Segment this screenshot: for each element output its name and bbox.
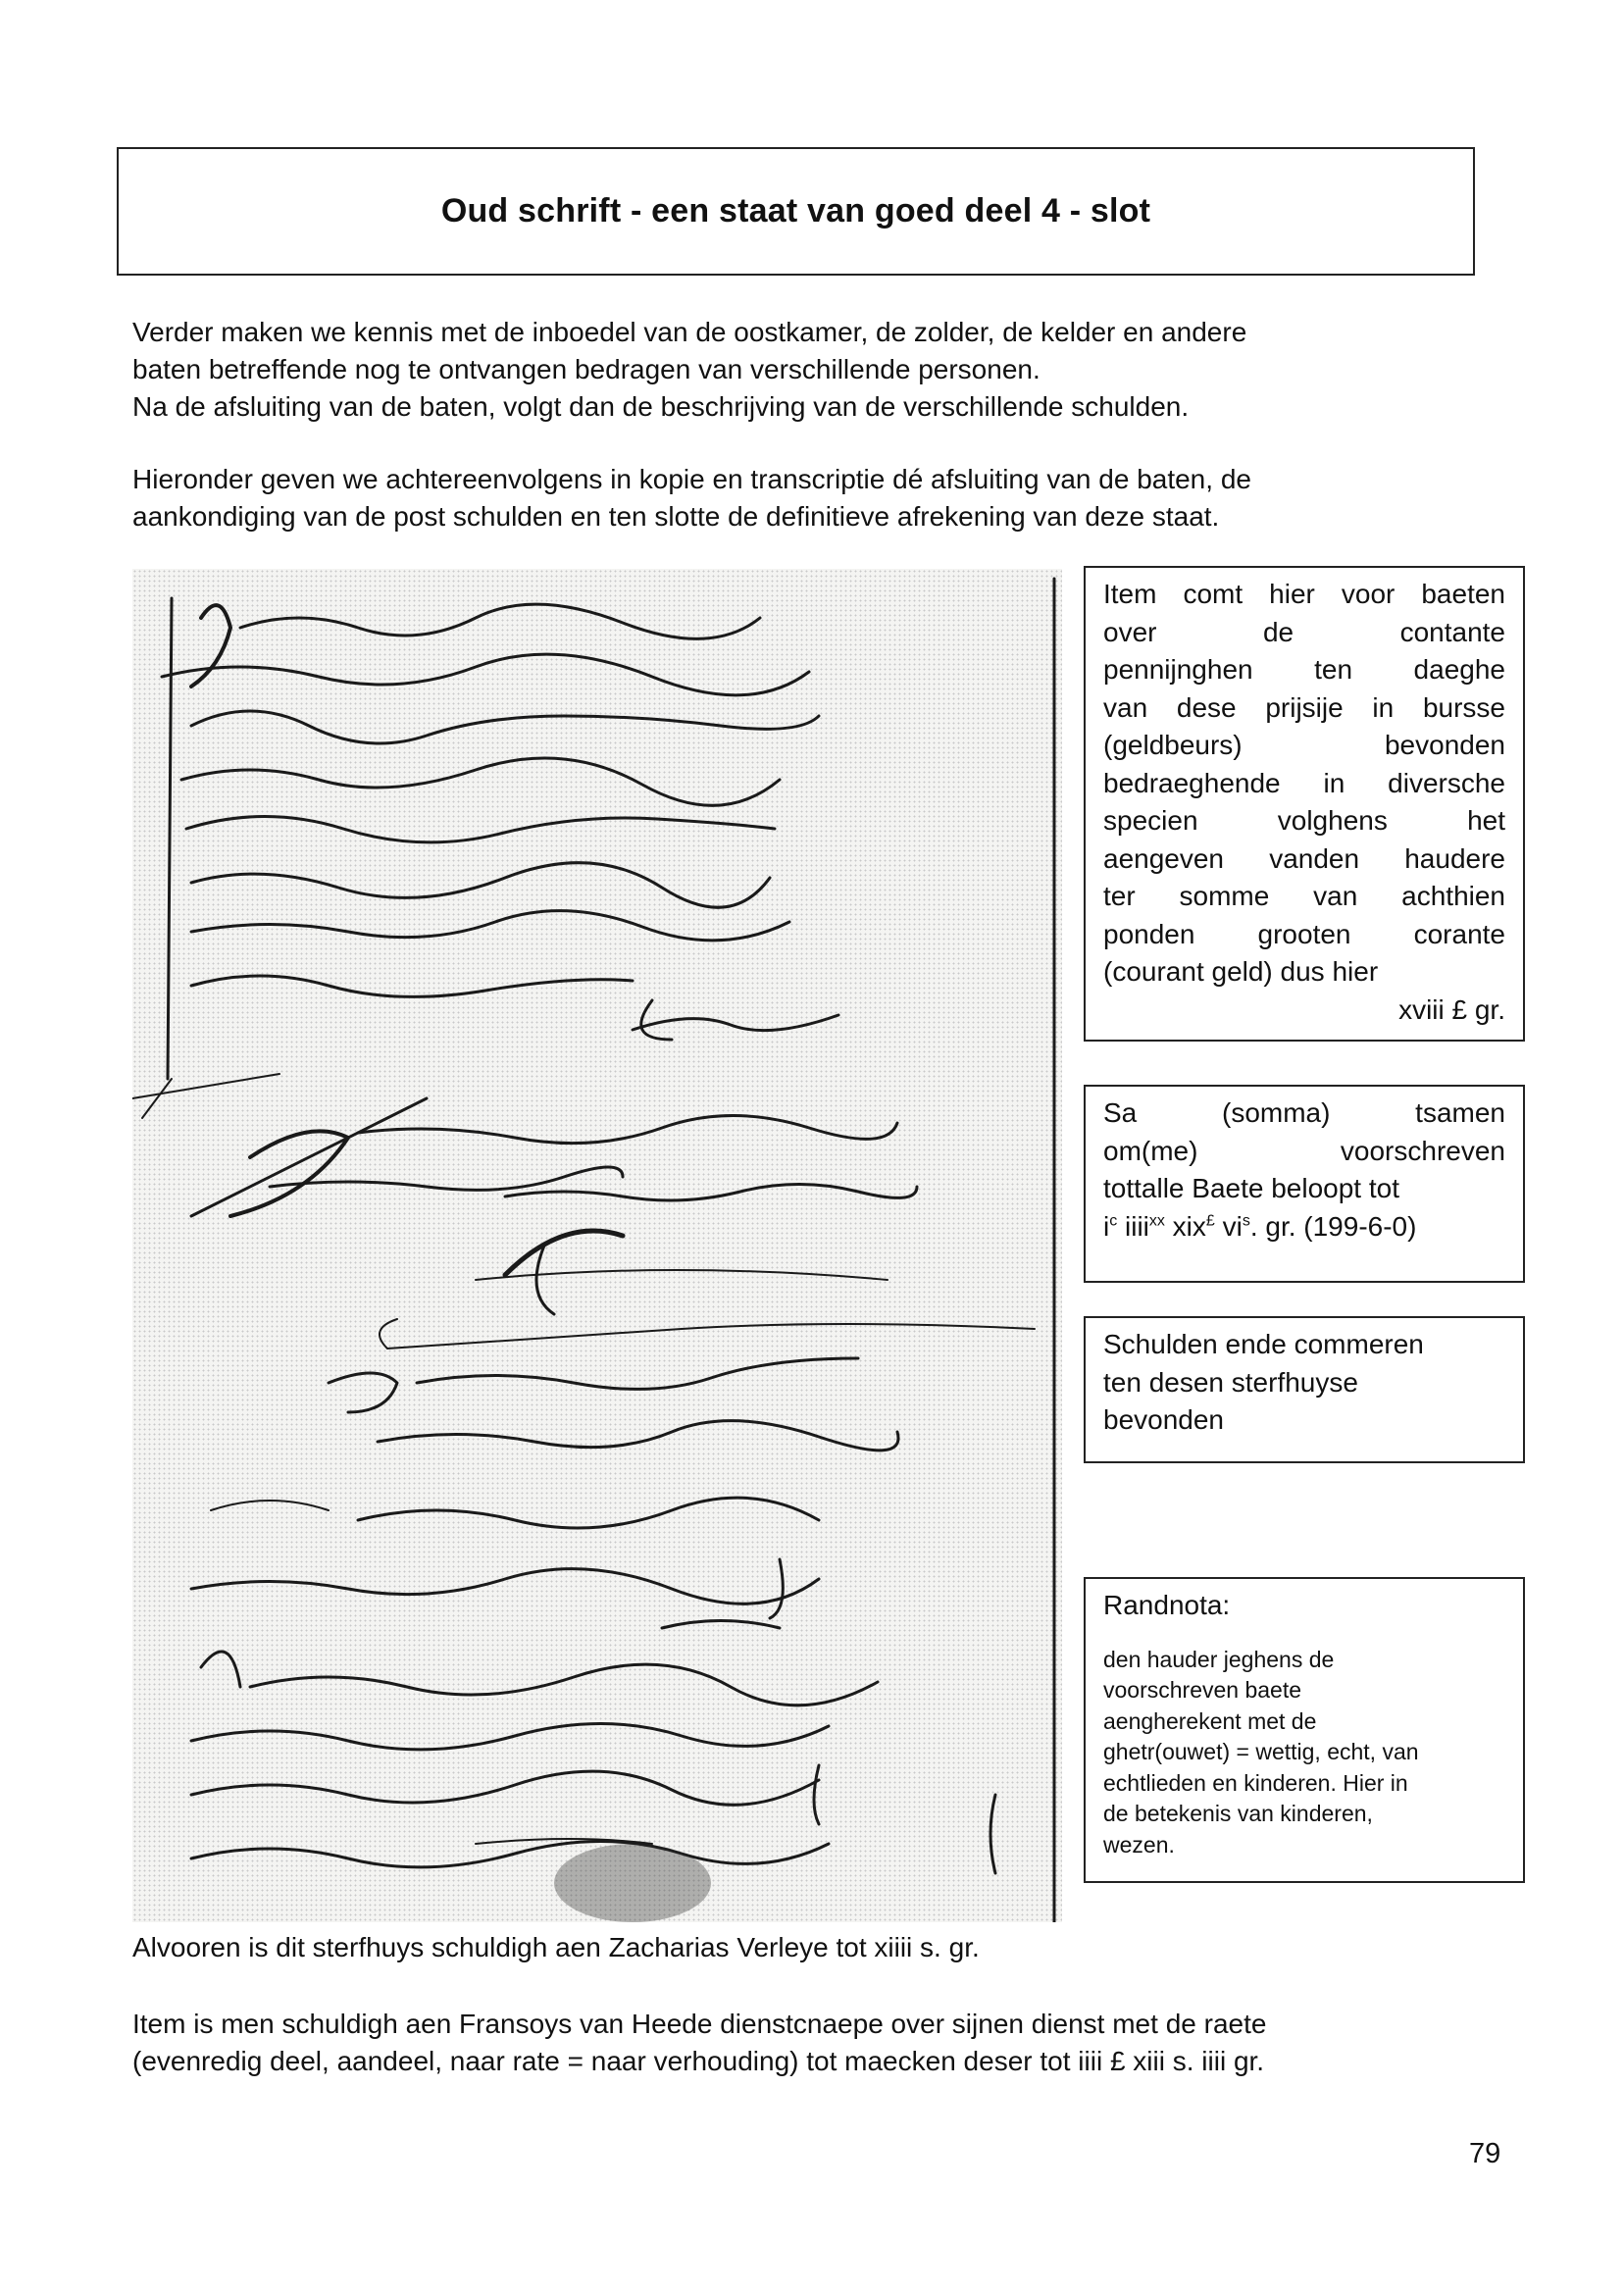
- note-line: bevonden: [1103, 1404, 1225, 1435]
- note-line: de betekenis van kinderen,: [1103, 1801, 1373, 1826]
- note-line: ghetr(ouwet) = wettig, echt, van: [1103, 1739, 1419, 1764]
- note-total-line: $i^c$ iiii$^{xx}$ xix£ $vi^s$. gr. (199-6-0): [1103, 1210, 1417, 1242]
- transcription-line: Item is men schuldigh aen Fransoys van Heede dienstcnaepe over sijnen dienst met de raete: [132, 2009, 1267, 2039]
- note-line: van dese prijsije in bursse: [1103, 691, 1505, 723]
- intro-line: baten betreffende nog te ontvangen bedragen van verschillende personen.: [132, 354, 1040, 384]
- intro-paragraph-1: [132, 314, 1525, 426]
- handwriting-image: [132, 569, 1062, 1922]
- note-line: specien volghens het: [1103, 805, 1505, 836]
- note-amount: xviii £ gr.: [1398, 993, 1505, 1025]
- note-line: den hauder jeghens de: [1103, 1646, 1335, 1672]
- randnota-heading: Randnota:: [1103, 1590, 1231, 1620]
- note-baeten: [1084, 566, 1525, 1042]
- note-line: om(me) voorschreven: [1103, 1135, 1505, 1166]
- title-box: [117, 147, 1475, 276]
- intro-line: Na de afsluiting van de baten, volgt dan de beschrijving van de verschillende schulden.: [132, 391, 1190, 422]
- note-line: pennijnghen ten daeghe: [1103, 654, 1505, 685]
- note-randnota: [1084, 1577, 1525, 1883]
- page-number: 79: [1469, 2138, 1501, 2169]
- note-line: aengeven vanden haudere: [1103, 842, 1505, 874]
- note-line: ter somme van achthien: [1103, 881, 1505, 911]
- manuscript-scan: [132, 569, 1062, 1922]
- note-line: (geldbeurs) bevonden: [1103, 730, 1505, 760]
- transcription-line-1: Alvooren is dit sterfhuys schuldigh aen Zacharias Verleye tot xiiii s. gr.: [132, 1932, 980, 1962]
- note-line: voorschreven baete: [1103, 1677, 1302, 1703]
- note-line: echtlieden en kinderen. Hier in: [1103, 1769, 1408, 1796]
- note-line: aengherekent met de: [1103, 1707, 1317, 1734]
- note-line: wezen.: [1103, 1831, 1175, 1858]
- note-line: Sa (somma) tsamen: [1103, 1097, 1505, 1128]
- intro-line: Hieronder geven we achtereenvolgens in kopie en transcriptie dé afsluiting van de baten, de: [132, 464, 1251, 494]
- note-line: tottalle Baete beloopt tot: [1103, 1173, 1399, 1203]
- note-line: Schulden ende commeren: [1103, 1329, 1424, 1359]
- note-line: ten desen sterfhuyse: [1103, 1366, 1358, 1398]
- intro-line: Verder maken we kennis met de inboedel van de oostkamer, de zolder, de kelder en andere: [132, 317, 1247, 347]
- note-line: Item comt hier voor baeten: [1103, 579, 1505, 609]
- page-title: Oud schrift - een staat van goed deel 4 - slot: [440, 192, 1151, 229]
- transcription-paragraph-2: [132, 2006, 1535, 2080]
- note-line: (courant geld) dus hier: [1103, 956, 1379, 987]
- note-somma: [1084, 1085, 1525, 1283]
- note-line: bedraeghende in diversche: [1103, 767, 1505, 798]
- note-line: over de contante: [1103, 616, 1505, 647]
- note-schulden: [1084, 1316, 1525, 1463]
- transcription-line: (evenredig deel, aandeel, naar rate = naar verhouding) tot maecken deser tot iiii £ xiii s. iiii gr.: [132, 2046, 1265, 2076]
- note-line: ponden grooten corante: [1103, 918, 1505, 949]
- intro-paragraph-2: [132, 461, 1525, 535]
- intro-line: aankondiging van de post schulden en ten slotte de definitieve afrekening van deze staat.: [132, 501, 1220, 532]
